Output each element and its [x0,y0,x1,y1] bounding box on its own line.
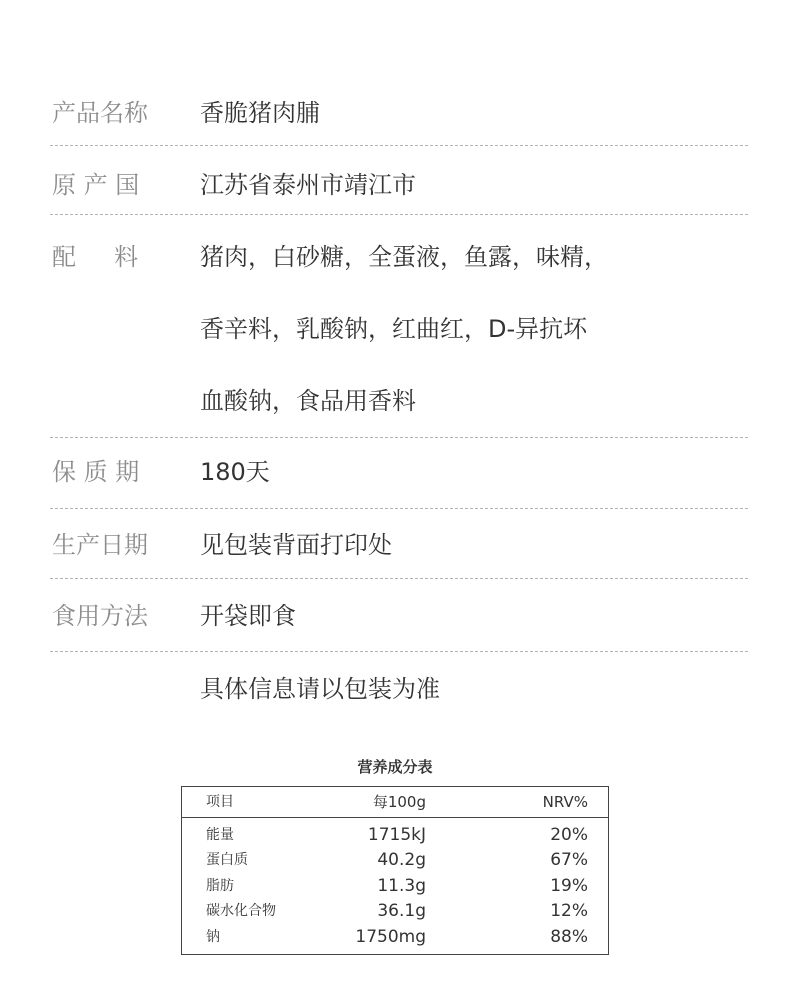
package-note: 具体信息请以包装为准 [200,675,440,703]
nutrient-name: 钠 [206,929,220,945]
divider [50,651,748,652]
shelf-life-label: 保 质 期 [52,458,140,486]
usage-value: 开袋即食 [200,602,296,630]
nutrient-nrv: 12% [550,901,588,921]
nutrient-amount: 11.3g [377,876,426,896]
nutrient-amount: 36.1g [377,901,426,921]
divider [50,437,748,438]
ingredients-line-1: 猪肉，白砂糖，全蛋液，鱼露，味精， [200,243,608,271]
product-name-label: 产品名称 [52,99,148,127]
product-name-value: 香脆猪肉脯 [200,99,320,127]
nutrient-amount: 40.2g [377,850,426,870]
shelf-life-value: 180天 [200,458,270,486]
nutrition-table [181,786,609,955]
nutrient-amount: 1750mg [355,927,426,947]
divider [50,578,748,579]
nutrient-nrv: 19% [550,876,588,896]
nutrition-table-title: 营养成分表 [357,758,433,776]
nutrition-header-divider [182,817,608,818]
usage-label: 食用方法 [52,602,148,630]
production-date-label: 生产日期 [52,531,148,559]
nutrient-nrv: 20% [550,825,588,845]
nutrition-header-per100g: 每100g [372,793,426,811]
nutrient-name: 碳水化合物 [206,903,276,919]
ingredients-label: 配 料 [52,243,139,271]
nutrient-nrv: 67% [550,850,588,870]
divider [50,145,748,146]
nutrient-name: 能量 [206,827,234,843]
nutrient-name: 脂肪 [206,878,234,894]
nutrition-header-item: 项目 [206,794,234,810]
ingredients-line-3: 血酸钠，食品用香料 [200,387,416,415]
divider [50,508,748,509]
origin-value: 江苏省泰州市靖江市 [200,171,416,199]
nutrient-name: 蛋白质 [206,852,248,868]
nutrition-header-nrv: NRV% [542,793,588,811]
divider [50,214,748,215]
production-date-value: 见包装背面打印处 [200,531,392,559]
ingredients-line-2: 香辛料，乳酸钠，红曲红，D-异抗坏 [200,315,588,343]
origin-label: 原 产 国 [52,171,140,199]
nutrient-nrv: 88% [550,927,588,947]
nutrient-amount: 1715kJ [367,825,426,845]
